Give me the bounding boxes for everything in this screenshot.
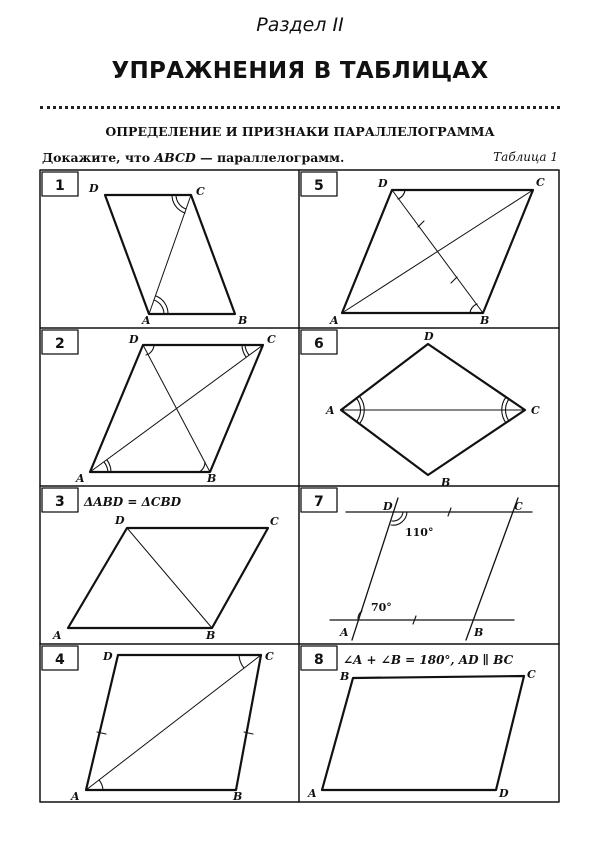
vertex-label: A [76,472,85,485]
angle-arc [104,462,108,472]
vertex-label: D [378,177,388,190]
diagonal-db [143,345,210,472]
vertex-label: B [206,629,216,642]
angle-arc [239,655,244,668]
cell-number: 6 [314,336,324,352]
diagonal-ac [342,190,533,313]
vertex-label: B [480,314,490,327]
cell-number: 4 [55,652,65,668]
cell-1 [42,172,247,327]
vertex-label: A [142,314,151,327]
vertex-label: A [71,790,80,803]
angle-arc [470,304,477,313]
cell-8 [301,646,536,800]
vertex-label: D [103,650,113,663]
page-title: УПРАЖНЕНИЯ В ТАБЛИЦАХ [111,58,489,84]
vertex-label: C [527,668,536,681]
diagonal-db [127,528,212,628]
angle-arc [245,345,249,355]
cell-number: 8 [314,652,324,668]
angle-arc [99,780,103,790]
vertex-label: D [89,182,99,195]
vertex-label: C [267,333,276,346]
vertex-label: B [233,790,243,803]
vertex-label: D [499,787,509,800]
tick-mark [418,221,424,227]
cell-number: 2 [55,336,65,352]
transversal-right [466,498,518,640]
angle-value: 70° [371,601,392,614]
vertex-label: A [308,787,317,800]
vertex-label: A [53,629,62,642]
vertex-label: C [196,185,205,198]
task-prefix: Докажите, что [42,150,155,165]
section-heading: Раздел II [256,14,344,36]
task-suffix: — параллелограмм. [195,150,345,165]
cell-number: 3 [55,494,65,510]
vertex-label: C [531,404,540,417]
tick-mark [451,277,457,283]
vertex-label: B [474,626,484,639]
topic-subtitle: ОПРЕДЕЛЕНИЕ И ПРИЗНАКИ ПАРАЛЛЕЛОГРАММА [105,124,495,139]
angle-value: 110° [405,526,434,539]
parallelogram [322,676,524,790]
angle-arc [154,300,164,314]
cell-4 [42,646,274,803]
vertex-label: D [424,330,434,343]
cell-number: 5 [314,178,324,194]
cell-5 [301,172,545,327]
parallelogram [68,528,268,628]
cell-number: 1 [55,178,65,194]
vertex-label: B [340,670,350,683]
cell-number: 7 [314,494,324,510]
task-figure: ABCD [154,150,196,165]
vertex-label: C [514,500,523,513]
transversal-left [352,498,398,640]
cell-3 [42,488,279,642]
vertex-label: B [441,476,451,489]
angle-arc [176,195,186,209]
table-label: Таблица 1 [493,150,558,164]
angle-arc [398,190,405,199]
vertex-label: C [265,650,274,663]
cell-2 [42,330,276,485]
vertex-label: D [383,500,393,513]
vertex-label: B [238,314,248,327]
cell-condition: ∠A + ∠B = 180°, AD ∥ BC [343,653,514,667]
cell-7 [301,488,532,640]
vertex-label: D [115,514,125,527]
cell-6 [301,330,540,489]
vertex-label: D [129,333,139,346]
angle-arc [199,462,205,472]
vertex-label: A [340,626,349,639]
vertex-label: A [330,314,339,327]
vertex-label: B [207,472,217,485]
angle-arc [156,296,168,314]
vertex-label: A [326,404,335,417]
vertex-label: C [270,515,279,528]
cell-condition: ΔABD = ΔCBD [84,495,181,509]
vertex-label: C [536,176,545,189]
